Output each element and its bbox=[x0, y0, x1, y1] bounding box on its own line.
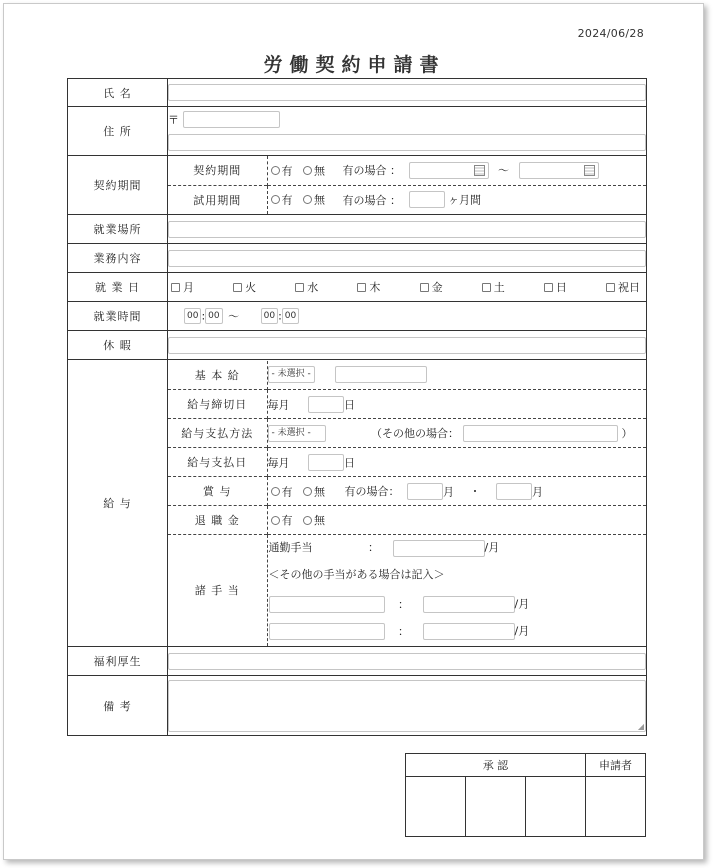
base-salary-select[interactable]: - 未選択 - bbox=[268, 366, 315, 383]
label-job-content: 業務内容 bbox=[68, 244, 168, 273]
row-workplace bbox=[68, 215, 647, 244]
workday-checkbox[interactable] bbox=[606, 283, 615, 292]
row-remarks bbox=[68, 676, 647, 736]
bonus-yes-label: 有 bbox=[281, 485, 293, 498]
address-input[interactable] bbox=[168, 134, 646, 151]
end-minute-input[interactable]: 00 bbox=[282, 308, 299, 324]
application-form bbox=[67, 78, 647, 736]
approval-header: 承 認 bbox=[406, 754, 586, 777]
start-hour-input[interactable]: 00 bbox=[184, 308, 201, 324]
document-date: 2024/06/28 bbox=[577, 27, 644, 40]
document-page bbox=[3, 3, 704, 860]
time-tilde: ～ bbox=[228, 310, 240, 323]
contract-no-label: 無 bbox=[314, 164, 325, 178]
retirement-no-radio[interactable] bbox=[303, 516, 312, 525]
workday-checkbox[interactable] bbox=[295, 283, 304, 292]
label-salary: 給 与 bbox=[68, 360, 168, 647]
commute-unit: /月 bbox=[484, 541, 500, 555]
row-name bbox=[68, 79, 647, 107]
approval-stamp-cell bbox=[526, 777, 586, 837]
row-job-content bbox=[68, 244, 647, 273]
label-work-days: 就 業 日 bbox=[68, 273, 168, 302]
workday-option[interactable]: 月 bbox=[171, 279, 194, 295]
label-workplace: 就業場所 bbox=[68, 215, 168, 244]
applicant-stamp-cell bbox=[586, 777, 646, 837]
workday-option[interactable]: 祝日 bbox=[606, 279, 640, 295]
other-allowance-amount-input[interactable] bbox=[423, 596, 515, 613]
trial-no-radio[interactable] bbox=[303, 195, 312, 204]
workday-option[interactable]: 金 bbox=[420, 279, 443, 295]
closing-day-sublabel: 給与締切日 bbox=[168, 390, 267, 419]
approval-box bbox=[405, 753, 646, 837]
trial-months-input[interactable] bbox=[409, 191, 445, 208]
holidays-input[interactable] bbox=[168, 337, 646, 354]
label-work-hours: 就業時間 bbox=[68, 302, 168, 331]
base-salary-sublabel: 基 本 給 bbox=[168, 361, 267, 390]
other-allowance-row bbox=[269, 617, 647, 644]
label-welfare: 福利厚生 bbox=[68, 647, 168, 676]
workplace-input[interactable] bbox=[168, 221, 646, 238]
row-work-days bbox=[68, 273, 647, 302]
workday-checkbox-list bbox=[168, 279, 646, 295]
base-salary-input[interactable] bbox=[335, 366, 427, 383]
time-colon: : bbox=[278, 309, 282, 323]
trial-yes-radio[interactable] bbox=[271, 195, 280, 204]
payment-other-label: （その他の場合： bbox=[371, 427, 459, 440]
contract-yes-radio[interactable] bbox=[271, 166, 280, 175]
payment-method-sublabel: 給与支払方法 bbox=[168, 419, 267, 448]
row-welfare bbox=[68, 647, 647, 676]
other-allowance-colon: ： bbox=[398, 597, 409, 611]
workday-checkbox[interactable] bbox=[357, 283, 366, 292]
job-content-input[interactable] bbox=[168, 250, 646, 267]
commute-label: 通勤手当 bbox=[268, 541, 313, 555]
retirement-no-label: 無 bbox=[314, 514, 325, 527]
payday-every-month: 毎月 bbox=[267, 456, 290, 469]
bonus-sublabel: 賞 与 bbox=[168, 477, 267, 506]
resize-grip-icon[interactable]: ◢ bbox=[637, 721, 644, 731]
contract-tilde: ～ bbox=[498, 164, 509, 178]
contract-yes-label: 有 bbox=[281, 164, 293, 178]
retirement-sublabel: 退 職 金 bbox=[168, 506, 267, 535]
commute-allowance-row bbox=[269, 536, 647, 560]
contract-end-date-input[interactable] bbox=[519, 162, 599, 179]
contract-start-date-input[interactable] bbox=[409, 162, 489, 179]
trial-if-yes-label: 有の場合 ： bbox=[342, 193, 401, 207]
workday-option[interactable]: 火 bbox=[233, 279, 256, 295]
row-contract-period bbox=[68, 156, 647, 215]
trial-no-label: 無 bbox=[314, 193, 325, 207]
label-address: 住 所 bbox=[68, 107, 168, 156]
payment-other-close: ） bbox=[621, 427, 633, 440]
contract-if-yes-label: 有の場合 ： bbox=[342, 164, 401, 178]
payday-unit: 日 bbox=[344, 456, 355, 469]
other-allowance-name-input[interactable] bbox=[269, 623, 385, 640]
bonus-month1-unit: 月 bbox=[443, 485, 454, 498]
contract-no-radio[interactable] bbox=[303, 166, 312, 175]
other-allowance-row bbox=[269, 590, 647, 617]
time-colon: : bbox=[201, 309, 206, 323]
bonus-separator: ・ bbox=[469, 485, 481, 498]
trial-period-sublabel: 試用期間 bbox=[168, 185, 267, 214]
commute-amount-input[interactable] bbox=[393, 540, 485, 557]
end-hour-input[interactable]: 00 bbox=[261, 308, 278, 324]
bonus-no-radio[interactable] bbox=[303, 487, 312, 496]
other-allowance-colon: ： bbox=[398, 624, 409, 638]
bonus-no-label: 無 bbox=[314, 485, 325, 498]
workday-option[interactable]: 木 bbox=[357, 279, 380, 295]
start-minute-input[interactable]: 00 bbox=[205, 308, 222, 324]
approval-stamp-cell bbox=[466, 777, 526, 837]
workday-checkbox[interactable] bbox=[544, 283, 553, 292]
other-allowance-amount-input[interactable] bbox=[423, 623, 515, 640]
calendar-icon[interactable] bbox=[474, 165, 485, 176]
bonus-month2-input[interactable] bbox=[496, 483, 532, 500]
row-address bbox=[68, 107, 647, 156]
workday-checkbox[interactable] bbox=[233, 283, 242, 292]
payment-method-select[interactable]: - 未選択 - bbox=[268, 425, 326, 442]
label-remarks: 備 考 bbox=[68, 676, 168, 736]
label-name: 氏 名 bbox=[68, 79, 168, 107]
bonus-month1-input[interactable] bbox=[407, 483, 443, 500]
other-allowance-unit: /月 bbox=[514, 624, 530, 638]
document-title: 労働契約申請書 bbox=[263, 54, 446, 76]
label-contract-period: 契約期間 bbox=[68, 156, 168, 215]
postal-mark: 〒 bbox=[168, 113, 179, 127]
bonus-yes-radio[interactable] bbox=[271, 487, 280, 496]
trial-months-unit: ヶ月間 bbox=[448, 193, 481, 207]
other-allowance-unit: /月 bbox=[514, 597, 530, 611]
contract-period-sublabel: 契約期間 bbox=[168, 156, 267, 185]
payday-sublabel: 給与支払日 bbox=[168, 448, 267, 477]
workday-checkbox[interactable] bbox=[171, 283, 180, 292]
bonus-if-yes-label: 有の場合： bbox=[344, 485, 400, 498]
row-holidays bbox=[68, 331, 647, 360]
calendar-icon[interactable] bbox=[584, 165, 595, 176]
closing-every-month: 毎月 bbox=[267, 398, 290, 411]
other-allowance-name-input[interactable] bbox=[269, 596, 385, 613]
approval-stamp-cell bbox=[406, 777, 466, 837]
allowances-sublabel: 諸 手 当 bbox=[168, 535, 267, 646]
other-allowances-note: ＜その他の手当がある場合は記入＞ bbox=[268, 568, 445, 582]
workday-checkbox[interactable] bbox=[482, 283, 491, 292]
retirement-yes-radio[interactable] bbox=[271, 516, 280, 525]
name-input[interactable] bbox=[168, 84, 646, 101]
payday-input[interactable] bbox=[308, 454, 344, 471]
payment-other-input[interactable] bbox=[463, 425, 618, 442]
row-work-hours bbox=[68, 302, 647, 331]
applicant-header: 申請者 bbox=[586, 754, 646, 777]
closing-day-input[interactable] bbox=[308, 396, 344, 413]
trial-yes-label: 有 bbox=[281, 193, 293, 207]
bonus-month2-unit: 月 bbox=[532, 485, 543, 498]
commute-colon: ： bbox=[368, 541, 379, 555]
postal-code-input[interactable] bbox=[183, 111, 280, 128]
row-salary bbox=[68, 360, 647, 647]
workday-option[interactable]: 水 bbox=[295, 279, 318, 295]
closing-day-unit: 日 bbox=[344, 398, 355, 411]
workday-option[interactable]: 土 bbox=[482, 279, 505, 295]
retirement-yes-label: 有 bbox=[281, 514, 293, 527]
label-holidays: 休 暇 bbox=[68, 331, 168, 360]
workday-option[interactable]: 日 bbox=[544, 279, 567, 295]
workday-checkbox[interactable] bbox=[420, 283, 429, 292]
welfare-input[interactable] bbox=[168, 653, 646, 670]
remarks-textarea[interactable] bbox=[168, 680, 646, 732]
